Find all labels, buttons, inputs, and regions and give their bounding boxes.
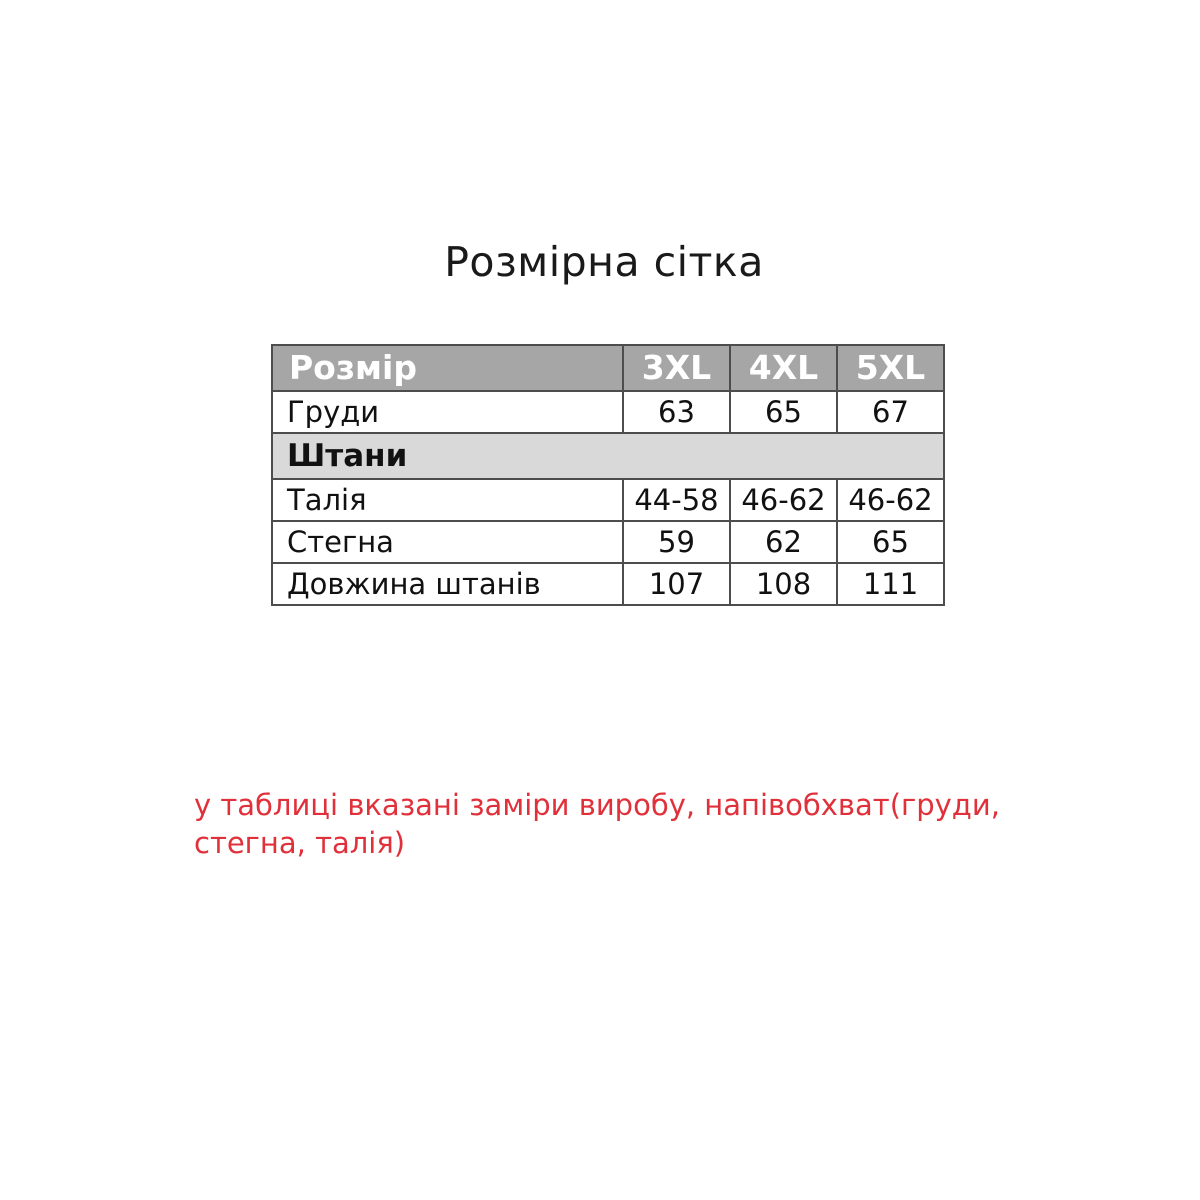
table-cell: 59 [623, 521, 730, 563]
table-header-row [272, 345, 944, 391]
table-row-waist [272, 479, 944, 521]
header-size-4xl: 4XL [730, 345, 837, 391]
note-line-2: стегна, талія) [194, 826, 406, 860]
table-cell: 63 [623, 391, 730, 433]
table-cell: 111 [837, 563, 944, 605]
measurement-note [194, 786, 1034, 862]
table-cell: 67 [837, 391, 944, 433]
row-label: Талія [272, 479, 623, 521]
size-chart-table [271, 344, 945, 606]
page-title: Розмірна сітка [444, 238, 764, 286]
row-label: Довжина штанів [272, 563, 623, 605]
table-row-hips [272, 521, 944, 563]
header-size-5xl: 5XL [837, 345, 944, 391]
table-cell: 65 [837, 521, 944, 563]
table-row-chest [272, 391, 944, 433]
table-cell: 108 [730, 563, 837, 605]
section-row-pants [272, 433, 944, 479]
table-cell: 62 [730, 521, 837, 563]
table-row-pants-length [272, 563, 944, 605]
row-label: Груди [272, 391, 623, 433]
table-cell: 107 [623, 563, 730, 605]
section-label: Штани [272, 433, 944, 479]
table-cell: 46-62 [730, 479, 837, 521]
header-size-label: Розмір [272, 345, 623, 391]
note-line-1: у таблиці вказані заміри виробу, напівобхват(груди, [194, 788, 1000, 822]
table-cell: 44-58 [623, 479, 730, 521]
table-cell: 65 [730, 391, 837, 433]
header-size-3xl: 3XL [623, 345, 730, 391]
table-cell: 46-62 [837, 479, 944, 521]
row-label: Стегна [272, 521, 623, 563]
